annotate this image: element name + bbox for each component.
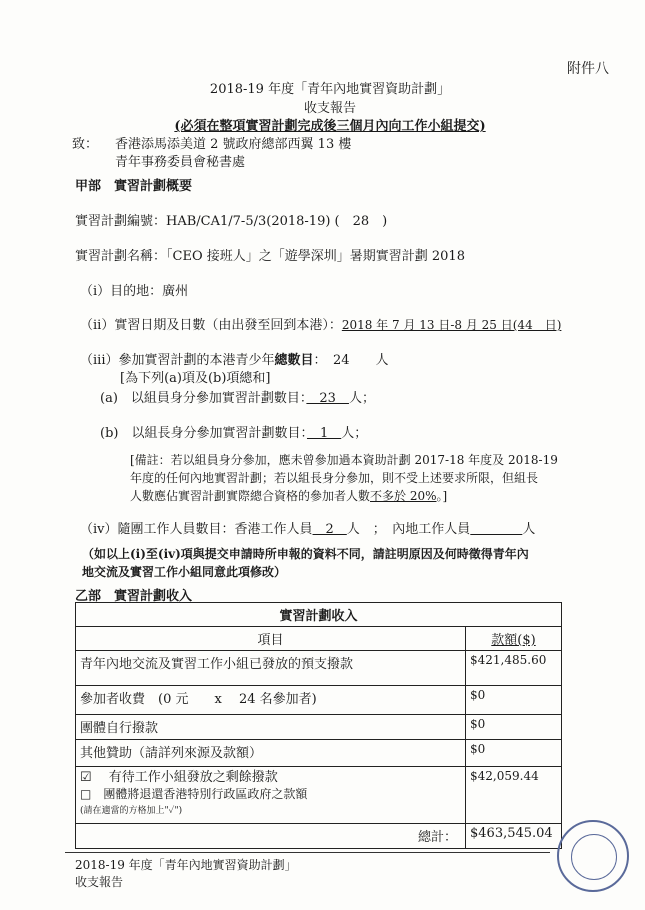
staff-count-label: （iv）隨團工作人員數目：香港工作人員: [80, 522, 313, 537]
participant-total-bold: 總數目: [274, 353, 314, 368]
project-code-label: 實習計劃編號：: [75, 214, 167, 229]
participant-total-note: [為下列(a)項及(b)項總和]: [120, 371, 271, 386]
footer-title: 2018-19 年度「青年內地實習資助計劃」: [75, 858, 297, 872]
seal-inner-ring: [571, 834, 617, 880]
table-title: 實習計劃收入: [279, 609, 358, 624]
annex-label: 附件八: [567, 61, 609, 77]
col-amount-header: 款額($): [491, 633, 536, 648]
remark-line-3: [130, 487, 447, 504]
staff-count: [80, 518, 535, 537]
participant-total-value: ： 24 人: [313, 353, 389, 368]
row-item: 青年內地交流及實習工作小組已發放的預支撥款: [76, 651, 466, 685]
staff-unit: 人: [522, 522, 536, 537]
leaders-count-unit: 人；: [341, 426, 368, 441]
footer-subtitle: 收支報告: [75, 875, 124, 889]
dates-value: 2018 年 7 月 13 日-8 月 25 日(44 日): [341, 318, 562, 332]
leaders-count: [100, 422, 367, 441]
staff-hk-value: 2: [312, 522, 347, 537]
row-item: 其他贊助（請詳列來源及款額）: [76, 740, 466, 766]
members-count-label: (a) 以組員身分參加實習計劃數目：: [100, 391, 307, 406]
leaders-count-label: (b) 以組長身分參加實習計劃數目：: [100, 426, 307, 441]
row-amount: $0: [470, 742, 486, 756]
change-notice-line-2: 地交流及實習工作小組同意此項修改）: [82, 565, 287, 579]
internship-dates: [80, 314, 561, 333]
members-count-value: 23: [306, 391, 349, 406]
table-row-balance: [76, 766, 561, 823]
project-name-value: 「CEO 接班人」之「遊學深圳」暑期實習計劃 2018: [166, 249, 465, 264]
col-item-header: 項目: [76, 627, 466, 650]
row-amount: $421,485.60: [470, 653, 547, 667]
row-amount: $0: [470, 688, 486, 702]
row-item: 參加者收費 (0 元 x 24 名參加者): [76, 686, 466, 714]
table-row: [76, 685, 561, 714]
to-label: 致：: [72, 137, 99, 152]
participant-total: [80, 349, 389, 368]
members-count-unit: 人；: [348, 391, 375, 406]
report-subtitle: 收支報告: [303, 101, 356, 116]
row-amount: $0: [470, 717, 486, 731]
remark-line-2: 年度的任何內地實習計劃；若以組長身分參加，則不受上述要求所限，但組長: [130, 471, 539, 485]
remark-line-1: [備註：若以組員身分參加，應未曾參加過本資助計劃 2017-18 年度及 2018-19: [130, 453, 558, 467]
project-code: [75, 210, 387, 229]
footer-divider: [65, 852, 550, 853]
dates-label: （ii）實習日期及日數（由出發至回到本港）：: [80, 318, 342, 333]
members-count: [100, 387, 375, 406]
part-b-heading: 乙部 實習計劃收入: [75, 589, 193, 604]
destination-value: 廣州: [162, 284, 189, 299]
total-label: 總計：: [76, 824, 466, 848]
remark-line-3-post: 。]: [436, 489, 448, 503]
address-line-2: 青年事務委員會秘書處: [115, 155, 246, 170]
table-header-row: [76, 626, 561, 650]
staff-mainland-value: [470, 522, 522, 537]
total-amount: $463,545.04: [470, 826, 553, 841]
option-refund: □ 團體將退還香港特別行政區政府之款額: [80, 787, 308, 801]
balance-options: [76, 767, 466, 823]
change-notice-line-1: （如以上(i)至(iv)項與提交申請時所申報的資料不同，請註明原因及何時徵得青年內: [82, 547, 529, 561]
remark-line-3-emph: 不多於 20%: [370, 489, 437, 503]
destination: [80, 280, 188, 299]
project-name-label: 實習計劃名稱：: [75, 249, 167, 264]
project-name: [75, 245, 465, 264]
income-table: [75, 602, 562, 849]
option-remaining-grant: ☑ 有待工作小組發放之剩餘撥款: [80, 770, 278, 785]
table-row: [76, 714, 561, 739]
part-a-heading: 甲部 實習計劃概要: [75, 179, 193, 194]
balance-amount: $42,059.44: [470, 769, 539, 783]
project-code-value: HAB/CA1/7-5/3(2018-19) ( 28 ): [166, 214, 388, 229]
destination-label: （i）目的地：: [80, 284, 163, 299]
report-title: 2018-19 年度「青年內地實習資助計劃」: [209, 82, 451, 97]
staff-mid-label: 人 ； 內地工作人員: [346, 522, 471, 537]
row-item: 團體自行撥款: [76, 715, 466, 739]
company-seal-stamp: [557, 820, 629, 892]
submission-instruction: (必須在整項實習計劃完成後三個月內向工作小組提交): [174, 119, 486, 134]
participant-total-label: （iii）參加實習計劃的本港青少年: [80, 353, 275, 368]
leaders-count-value: 1: [306, 426, 342, 441]
table-row: [76, 739, 561, 766]
table-total-row: [76, 823, 561, 848]
address-line-1: 香港添馬添美道 2 號政府總部西翼 13 樓: [115, 137, 352, 152]
table-title-row: [76, 603, 561, 626]
checkbox-hint: (請在適當的方格加上"✓"): [80, 806, 183, 816]
table-row: [76, 650, 561, 685]
remark-line-3-pre: 人數應佔實習計劃實際總合資格的參加者人數: [130, 489, 371, 503]
